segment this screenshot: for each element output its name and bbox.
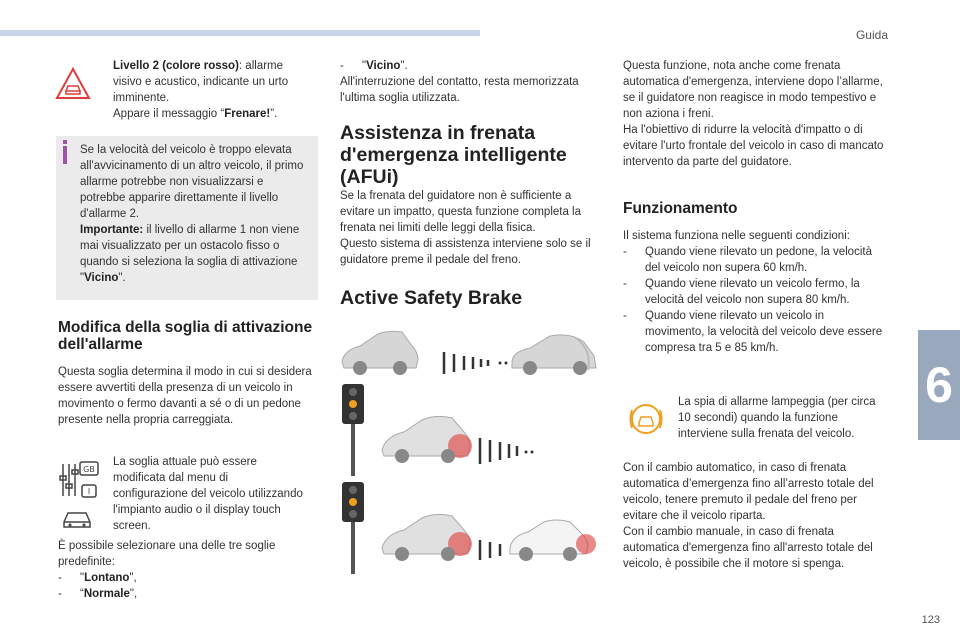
chapter-tab: 6 [918, 330, 960, 440]
afui-paragraph: Se la frenata del guidatore non è sufficiente a evitare un impatto, questa funzione completa la frenata nei limiti delle leggi della fisica. [340, 190, 582, 234]
automatic-paragraph: Con il cambio automatico, in caso di frenata automatica d’emergenza fino all’arresto totale del veicolo, tenere premuto il pedale del freno per evitare che il veicolo riparta. [623, 462, 874, 522]
manual-paragraph: Con il cambio manuale, in caso di frenata automatica d'emergenza fino all'arresto totale del veicolo, è possibile che il motore si spenga. [623, 526, 873, 570]
touchscreen-car-icon [60, 508, 94, 530]
warning-lamp-icon [628, 402, 664, 436]
thresholds-intro: È possibile selezionare una delle tre soglie predefinite: [58, 540, 276, 568]
afui-heading: Assistenza in frenata d'emergenza intelligente (AFUi) [340, 122, 567, 188]
afui-paragraph-2: Questo sistema di assistenza interviene solo se il guidatore preme il pedale del freno. [340, 238, 591, 266]
menu-paragraph: La soglia attuale può essere modificata dal menu di configurazione del veicolo utilizzando l'impianto audio o il display touch screen. [113, 456, 303, 532]
illustration-moving-vehicle [340, 478, 602, 574]
threshold-paragraph: Questa soglia determina il modo in cui si desidera essere avvertiti della presenza di un veicolo in movimento o fermo davanti a sé o di un pedone presente nella propria carreggiata. [58, 366, 312, 426]
info-icon [63, 140, 67, 144]
page-number: 123 [921, 614, 940, 626]
operation-heading: Funzionamento [623, 200, 738, 217]
asb-paragraph-1: Questa funzione, nota anche come frenata automatica d'emergenza, interviene dopo l’allarme, se il guidatore non reagisce in modo tempestivo e non aziona i freni. [623, 60, 883, 120]
condition-item: - Quando viene rilevato un veicolo in movimento, la velocità del veicolo deve essere compresa tra 5 e 85 km/h. [623, 308, 885, 356]
svg-text:GB: GB [83, 465, 95, 474]
illustration-pedestrian-light [340, 380, 602, 476]
option-vicino: - "Vicino". [340, 58, 600, 74]
condition-item: - Quando viene rilevato un veicolo fermo, la velocità del veicolo non supera 80 km/h. [623, 276, 885, 308]
threshold-heading: Modifica della soglia di attivazione dell'allarme [58, 319, 313, 353]
asb-heading: Active Safety Brake [340, 287, 523, 309]
lamp-paragraph: La spia di allarme lampeggia (per circa 10 secondi) quando la funzione interviene sulla frenata del veicolo. [678, 396, 876, 440]
condition-item: - Quando viene rilevato un pedone, la velocità del veicolo non supera 60 km/h. [623, 244, 885, 276]
illustration-stationary-vehicle [340, 322, 602, 380]
option-vicino-list [340, 58, 600, 74]
option-normale: - “Normale", [58, 586, 318, 602]
conditions-list [623, 244, 885, 356]
section-label: Guida [855, 28, 888, 42]
level2-block: Livello 2 (colore rosso): allarme visivo e acustico, indicante un urto imminente. Appare il messaggio “Frenare!”. [113, 60, 289, 120]
collision-warning-icon [55, 67, 91, 101]
svg-text:I: I [87, 487, 91, 496]
info-box: Se la velocità del veicolo è troppo elevata all'avvicinamento di un altro veicolo, il primo allarme potrebbe non visualizzarsi e potrebbe apparire direttamente il livello d'allarme 2. Importante: il livello di allarme 1 non viene mai visualizzato per un ostacolo fisso o quando si seleziona la soglia di attivazione "Vicino". [56, 136, 318, 300]
memo-paragraph: All'interruzione del contatto, resta memorizzata l'ultima soglia utilizzata. [340, 76, 579, 104]
header-bar [0, 30, 480, 36]
operation-intro: Il sistema funziona nelle seguenti condizioni: [623, 230, 850, 242]
threshold-options [58, 570, 318, 602]
gb-menu-icon [58, 460, 100, 500]
asb-paragraph-2: Ha l'obiettivo di ridurre la velocità d'impatto o di evitare l'urto frontale del veicolo in caso di mancato intervento da parte del guidatore. [623, 124, 884, 168]
option-lontano: - "Lontano", [58, 570, 318, 586]
